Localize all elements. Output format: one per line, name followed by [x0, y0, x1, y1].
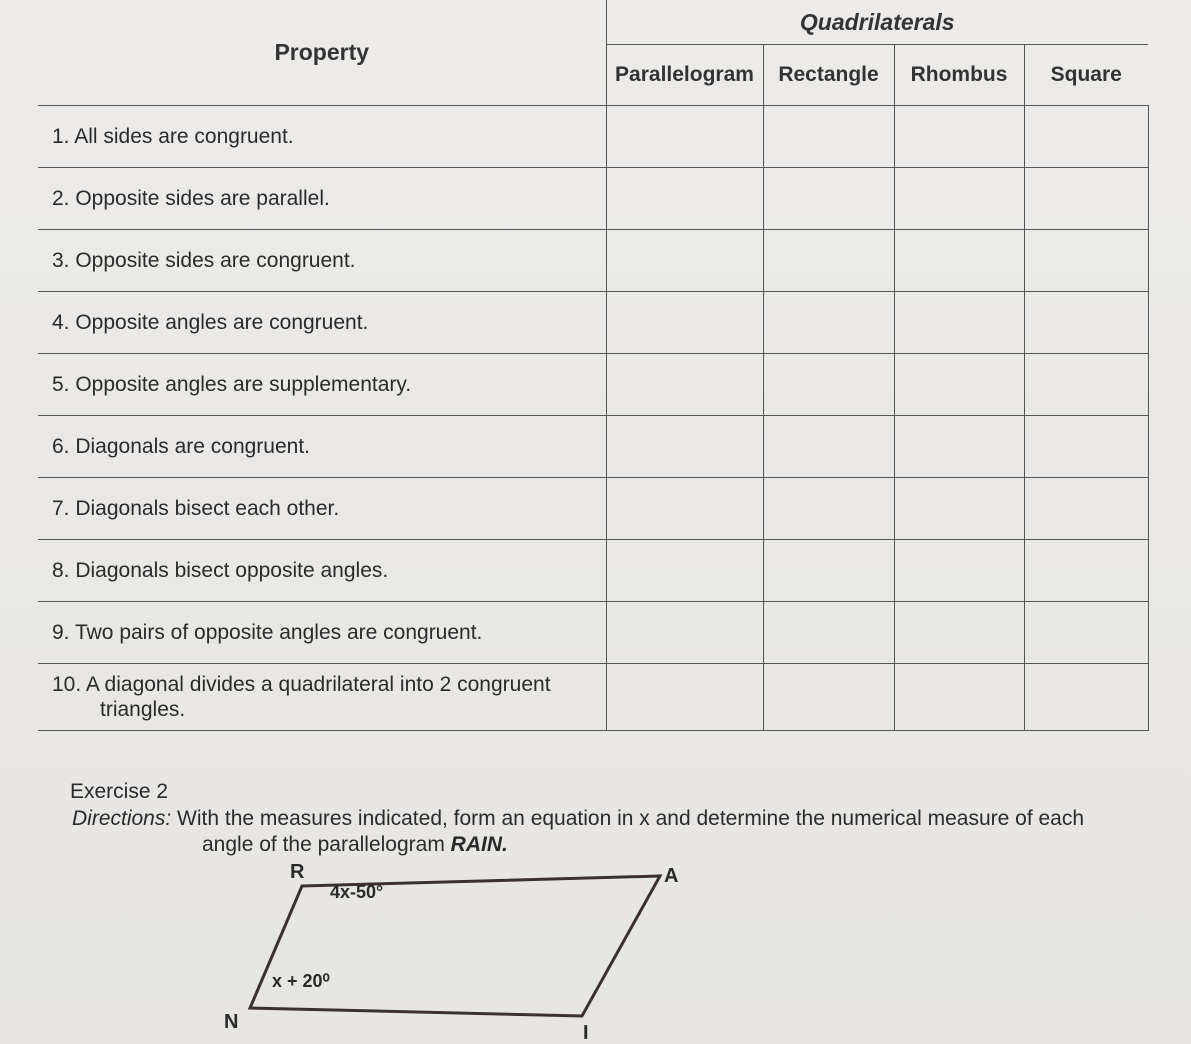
answer-cell[interactable]	[763, 168, 894, 230]
answer-cell[interactable]	[894, 168, 1024, 230]
answer-cell[interactable]	[763, 292, 894, 354]
answer-cell[interactable]	[1024, 602, 1148, 664]
table-row	[38, 478, 1148, 540]
answer-cell[interactable]	[763, 354, 894, 416]
property-text: 5. Opposite angles are supplementary.	[38, 354, 606, 416]
vertex-a-label: A	[664, 865, 679, 887]
answer-cell[interactable]	[606, 168, 763, 230]
angle-r-measure: 4x-50°	[330, 882, 384, 902]
property-text: 7. Diagonals bisect each other.	[38, 478, 606, 540]
answer-cell[interactable]	[894, 540, 1024, 602]
answer-cell[interactable]	[606, 230, 763, 292]
answer-cell[interactable]	[763, 602, 894, 664]
answer-cell[interactable]	[1024, 168, 1148, 230]
answer-cell[interactable]	[894, 106, 1024, 168]
angle-n-measure: x + 20⁰	[272, 971, 330, 991]
property-text	[38, 664, 606, 731]
parallelogram-shape	[250, 876, 660, 1016]
table-row	[38, 106, 1148, 168]
table-row	[38, 664, 1148, 731]
answer-cell[interactable]	[606, 106, 763, 168]
answer-cell[interactable]	[1024, 230, 1148, 292]
answer-cell[interactable]	[606, 354, 763, 416]
exercise-title: Exercise 2	[70, 780, 169, 803]
answer-cell[interactable]	[606, 602, 763, 664]
property-text: 3. Opposite sides are congruent.	[38, 230, 606, 292]
table-row	[38, 168, 1148, 230]
table-row	[38, 292, 1148, 354]
property-header: Property	[38, 0, 606, 106]
column-rhombus: Rhombus	[894, 45, 1024, 106]
directions-line2	[72, 832, 1152, 858]
vertex-i-label: I	[583, 1022, 589, 1044]
property-text: 1. All sides are congruent.	[38, 106, 606, 168]
answer-cell[interactable]	[763, 230, 894, 292]
directions-text-line1: With the measures indicated, form an equation in x and determine the numerical measure of each	[171, 807, 1085, 830]
row10-line1: 10. A diagonal divides a quadrilateral into 2 congruent	[52, 672, 551, 696]
table-row	[38, 540, 1148, 602]
answer-cell[interactable]	[1024, 416, 1148, 478]
answer-cell[interactable]	[1024, 354, 1148, 416]
property-text: 2. Opposite sides are parallel.	[38, 168, 606, 230]
answer-cell[interactable]	[894, 602, 1024, 664]
property-text: 8. Diagonals bisect opposite angles.	[38, 540, 606, 602]
answer-cell[interactable]	[894, 416, 1024, 478]
answer-cell[interactable]	[894, 230, 1024, 292]
answer-cell[interactable]	[606, 478, 763, 540]
quadrilateral-properties-table	[38, 0, 1149, 731]
table-row	[38, 354, 1148, 416]
table-row	[38, 416, 1148, 478]
row10-line2: triangles.	[100, 698, 186, 721]
answer-cell[interactable]	[606, 292, 763, 354]
answer-cell[interactable]	[763, 540, 894, 602]
column-parallelogram: Parallelogram	[606, 45, 763, 106]
answer-cell[interactable]	[894, 354, 1024, 416]
column-rectangle: Rectangle	[763, 45, 894, 106]
answer-cell[interactable]	[1024, 664, 1148, 731]
answer-cell[interactable]	[763, 416, 894, 478]
directions-label: Directions:	[72, 807, 172, 830]
answer-cell[interactable]	[894, 292, 1024, 354]
parallelogram-rain-figure	[200, 856, 700, 1044]
answer-cell[interactable]	[763, 478, 894, 540]
shape-name: RAIN.	[450, 833, 508, 856]
answer-cell[interactable]	[1024, 540, 1148, 602]
property-text: 9. Two pairs of opposite angles are congruent.	[38, 602, 606, 664]
vertex-n-label: N	[224, 1011, 239, 1033]
column-square: Square	[1024, 45, 1148, 106]
answer-cell[interactable]	[606, 416, 763, 478]
directions-text-line2: angle of the parallelogram	[202, 833, 451, 856]
answer-cell[interactable]	[606, 540, 763, 602]
answer-cell[interactable]	[606, 664, 763, 731]
answer-cell[interactable]	[1024, 478, 1148, 540]
property-text: 6. Diagonals are congruent.	[38, 416, 606, 478]
property-text: 4. Opposite angles are congruent.	[38, 292, 606, 354]
quadrilaterals-header: Quadrilaterals	[606, 0, 1148, 45]
exercise-directions	[72, 806, 1152, 858]
answer-cell[interactable]	[894, 478, 1024, 540]
answer-cell[interactable]	[894, 664, 1024, 731]
answer-cell[interactable]	[1024, 292, 1148, 354]
answer-cell[interactable]	[1024, 106, 1148, 168]
table-row	[38, 602, 1148, 664]
vertex-r-label: R	[290, 861, 305, 883]
answer-cell[interactable]	[763, 106, 894, 168]
answer-cell[interactable]	[763, 664, 894, 731]
table-row	[38, 230, 1148, 292]
